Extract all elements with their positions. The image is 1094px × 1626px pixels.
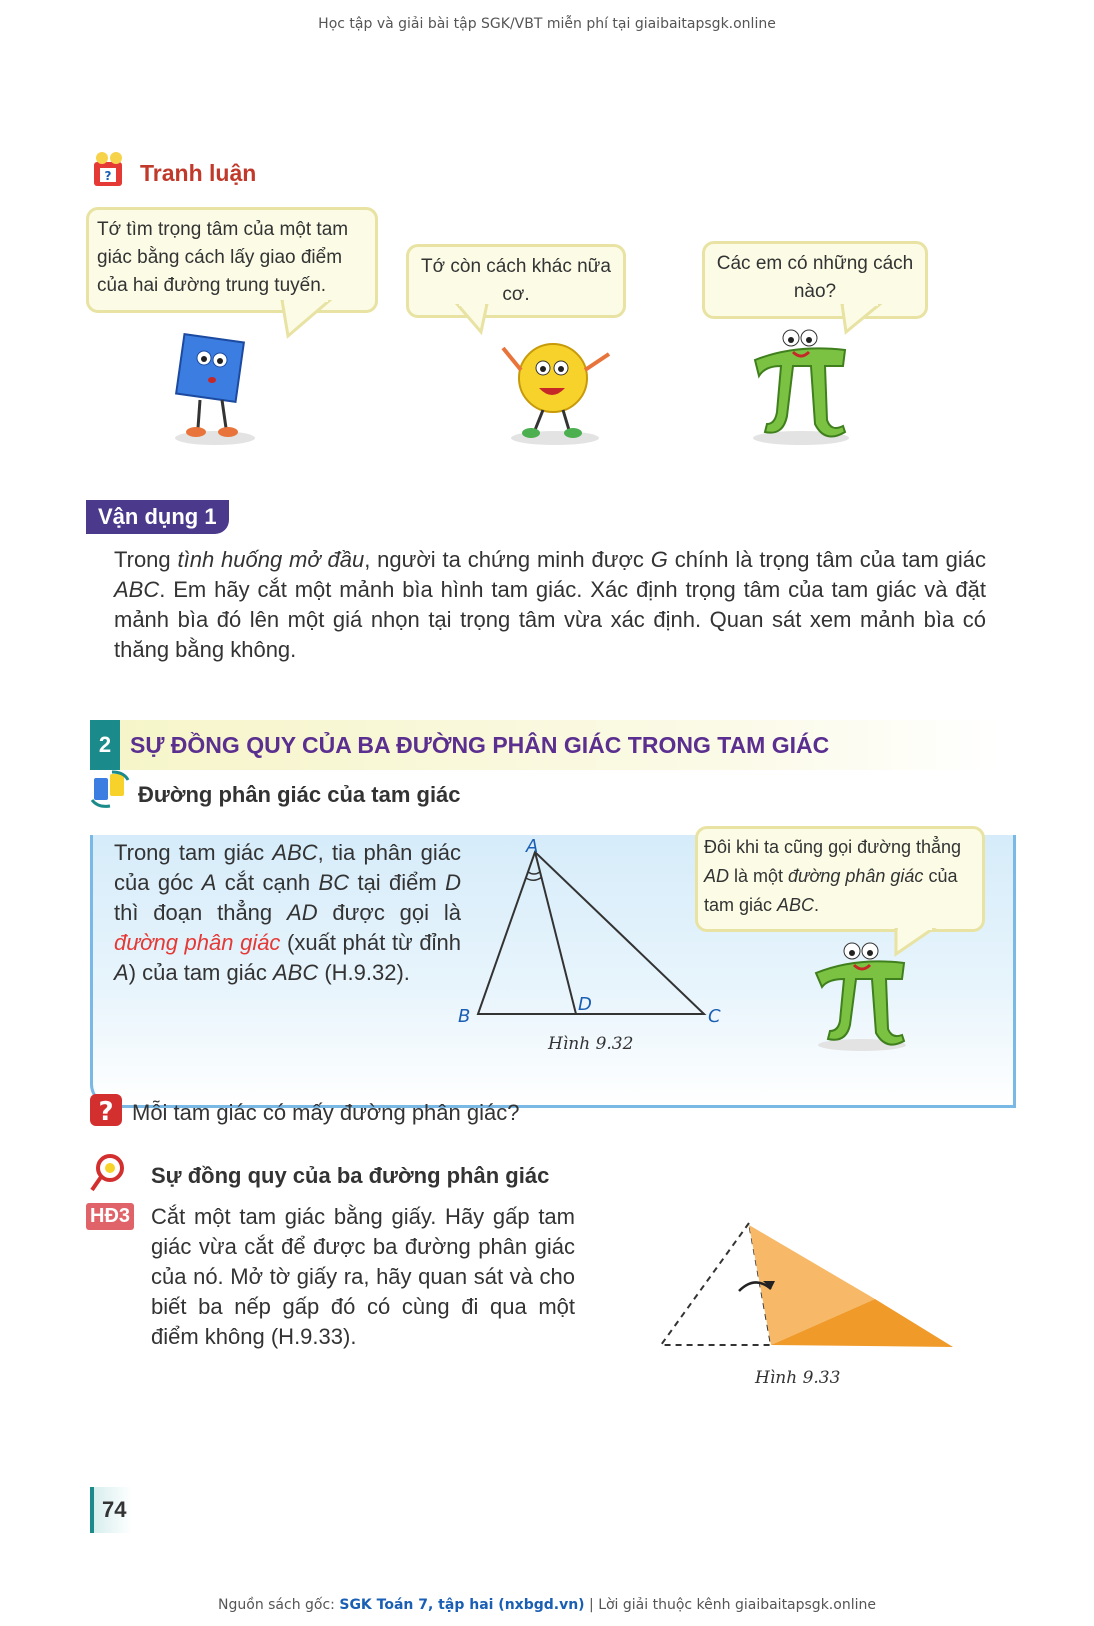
section-title: SỰ ĐỒNG QUY CỦA BA ĐƯỜNG PHÂN GIÁC TRONG TAM GIÁC xyxy=(130,732,830,758)
def-t8: ) của tam giác xyxy=(128,960,273,985)
page-footer xyxy=(0,1597,1094,1613)
svg-text:?: ? xyxy=(104,169,112,183)
apply-text-1: Trong xyxy=(114,547,178,572)
question-icon xyxy=(86,1090,126,1130)
pi-character-2 xyxy=(800,935,920,1055)
note-t3i: ABC xyxy=(777,895,815,915)
triangle-abc xyxy=(478,852,704,1014)
pi-character-1 xyxy=(735,320,865,450)
def-t3i: BC xyxy=(318,870,350,895)
def-t9: (H.9.32). xyxy=(318,960,410,985)
def-t7: (xuất phát từ đỉnh xyxy=(280,930,461,955)
def-term: đường phân giác xyxy=(114,930,281,955)
note-t4: . xyxy=(814,895,820,915)
note-t2: là một xyxy=(729,866,789,886)
bisector-ad xyxy=(535,852,576,1014)
def-t5i: AD xyxy=(287,900,318,925)
bubble-2-text: Tớ còn cách khác nữa cơ. xyxy=(421,256,611,305)
def-t4: tại điểm xyxy=(349,870,446,895)
apply-italic-1: tình huống mở đầu xyxy=(177,547,365,572)
note-t1: Đôi khi ta cũng gọi đường thẳng xyxy=(704,837,962,857)
label-c: C xyxy=(708,1006,721,1027)
speech-bubble-2 xyxy=(406,244,626,318)
figure-9-32-caption: Hình 9.32 xyxy=(548,1034,634,1054)
activity-text: Cắt một tam giác bằng giấy. Hãy gấp tam giác vừa cắt để được ba đường phân giác của nó. Mở tờ giấy ra, hãy quan sát và cho biết ba nếp gấp đó có cùng đi qua một điểm không (H.9.33). xyxy=(151,1204,575,1349)
def-t1: Trong tam giác xyxy=(114,840,273,865)
def-t2: , tia phân giác của góc xyxy=(114,840,461,895)
apply-paragraph xyxy=(114,545,986,665)
def-t1i: ABC xyxy=(272,840,318,865)
page-header: Học tập và giải bài tập SGK/VBT miễn phí tại giaibaitapsgk.online xyxy=(318,16,776,32)
apply-italic-3: ABC xyxy=(114,577,160,602)
bubble-1-text: Tớ tìm trọng tâm của một tam giác bằng cách lấy giao điểm của hai đường trung tuyến. xyxy=(97,219,349,296)
def-t2i: A xyxy=(201,870,217,895)
section-number: 2 xyxy=(90,720,120,770)
def-t8i: ABC xyxy=(272,960,319,985)
page-number: 74 xyxy=(90,1487,132,1533)
question-text: Mỗi tam giác có mấy đường phân giác? xyxy=(132,1100,520,1125)
figure-9-32 xyxy=(450,830,730,1060)
footer-prefix: Nguồn sách gốc: xyxy=(218,1597,340,1613)
apply-tag: Vận dụng 1 xyxy=(86,500,229,534)
book-rotate-icon xyxy=(88,770,132,810)
magnifier-icon xyxy=(88,1148,128,1196)
def-t6: được gọi là xyxy=(317,900,461,925)
apply-text-3: chính là trọng tâm của tam giác xyxy=(667,547,986,572)
def-t3: cắt cạnh xyxy=(216,870,319,895)
speech-bubble-3 xyxy=(702,241,928,319)
definition-title: Đường phân giác của tam giác xyxy=(138,782,461,807)
apply-italic-2: G xyxy=(650,547,668,572)
definition-text xyxy=(114,838,461,988)
debate-icon xyxy=(90,150,130,190)
label-d: D xyxy=(578,994,592,1015)
apply-text-4: . Em hãy cắt một mảnh bìa hình tam giác. Xác định trọng tâm của tam giác và đặt mảnh bìa đó lên một giá nhọn tại trọng tâm vừa xác định. Quan sát xem mảnh bìa có thăng bằng không. xyxy=(114,577,986,662)
label-b: B xyxy=(458,1006,471,1027)
figure-9-33-caption: Hình 9.33 xyxy=(755,1368,841,1388)
def-t7i: A xyxy=(114,960,129,985)
ball-character xyxy=(495,330,625,450)
bubble-1-tail xyxy=(280,300,340,340)
bubble-3-text: Các em có những cách nào? xyxy=(716,253,914,302)
def-t4i: D xyxy=(445,870,462,895)
square-character xyxy=(160,330,270,450)
note-t3: của tam giác xyxy=(704,866,958,915)
figure-9-33 xyxy=(655,1215,965,1395)
speech-bubble-1 xyxy=(86,207,378,313)
activity-subtitle: Sự đồng quy của ba đường phân giác xyxy=(151,1163,550,1188)
footer-source-link[interactable]: SGK Toán 7, tập hai (nxbgd.vn) xyxy=(339,1597,585,1613)
note-t1i: AD xyxy=(704,866,730,886)
svg-text:?: ? xyxy=(98,1097,114,1127)
note-t2i: đường phân giác xyxy=(788,866,924,886)
def-t5: thì đoạn thẳng xyxy=(114,900,288,925)
footer-suffix: | Lời giải thuộc kênh giaibaitapsgk.online xyxy=(584,1597,876,1613)
debate-title: Tranh luận xyxy=(140,160,257,186)
note-bubble xyxy=(695,826,985,932)
label-a: A xyxy=(526,836,539,857)
apply-text-2: , người ta chứng minh được xyxy=(364,547,651,572)
activity-tag: HĐ3 xyxy=(86,1203,134,1230)
bubble-2-tail xyxy=(455,304,495,336)
